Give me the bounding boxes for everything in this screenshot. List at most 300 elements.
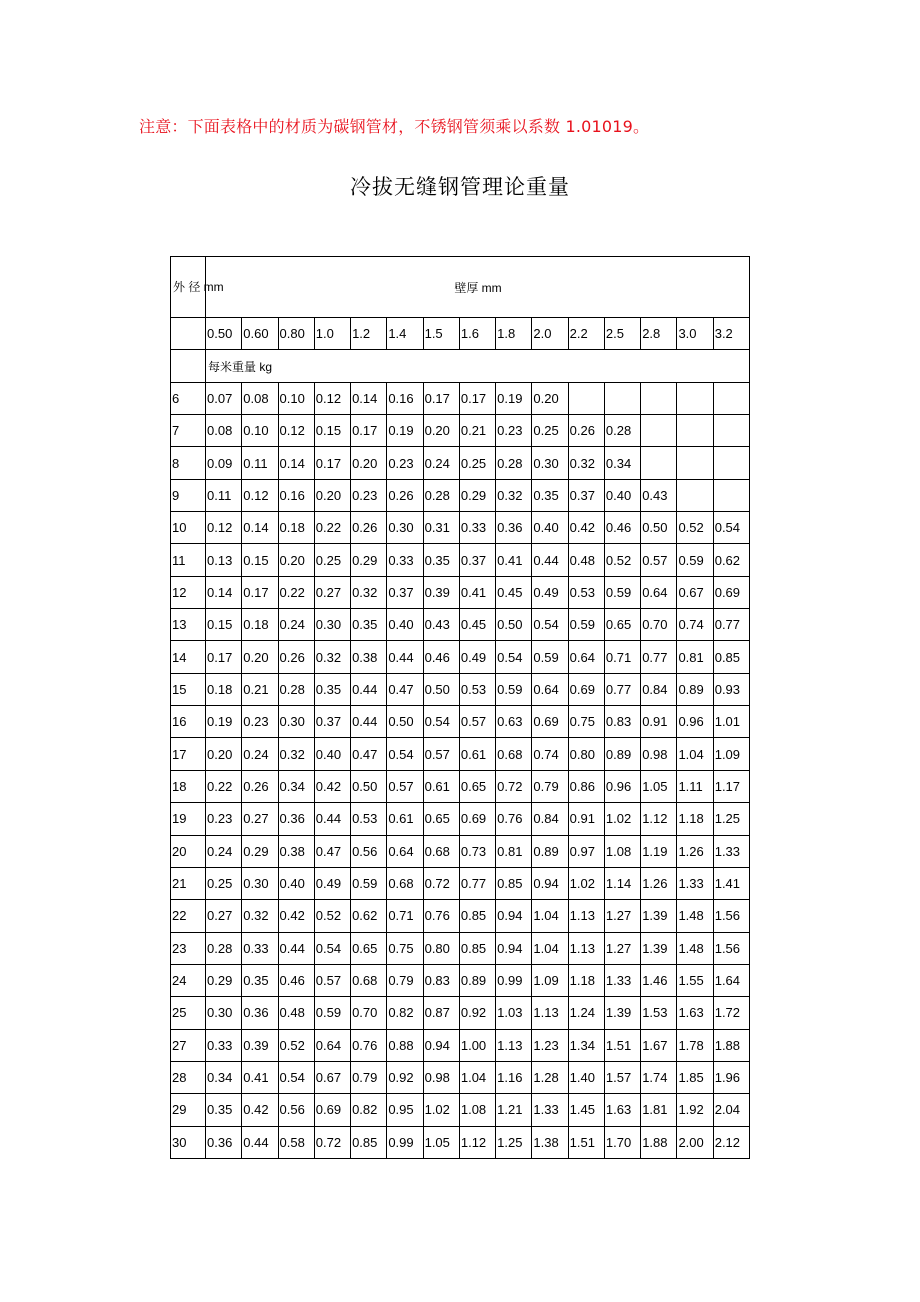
weight-cell: 0.35: [242, 964, 278, 996]
weight-cell: 1.56: [713, 900, 749, 932]
weight-cell: 1.81: [641, 1094, 677, 1126]
weight-cell: 1.39: [604, 997, 640, 1029]
weight-cell: 0.93: [713, 673, 749, 705]
weight-cell: 0.29: [242, 835, 278, 867]
weight-cell: 0.64: [532, 673, 568, 705]
table-row: [171, 479, 750, 511]
weight-cell: 0.16: [387, 382, 423, 414]
outer-diameter-cell: 11: [171, 544, 206, 576]
weight-cell: 0.72: [496, 770, 532, 802]
weight-cell: 0.58: [278, 1126, 314, 1158]
weight-cell: 0.52: [604, 544, 640, 576]
weight-cell: 0.09: [206, 447, 242, 479]
weight-cell: 1.23: [532, 1029, 568, 1061]
weight-cell: 0.59: [351, 867, 387, 899]
weight-cell: 0.48: [278, 997, 314, 1029]
weight-cell: 1.13: [568, 932, 604, 964]
weight-cell: 0.17: [459, 382, 495, 414]
outer-diameter-cell: 29: [171, 1094, 206, 1126]
weight-cell: 0.96: [677, 706, 713, 738]
weight-cell: 0.47: [314, 835, 350, 867]
weight-cell: 0.36: [242, 997, 278, 1029]
weight-cell: 1.13: [496, 1029, 532, 1061]
outer-diameter-cell: 6: [171, 382, 206, 414]
weight-cell: 0.41: [496, 544, 532, 576]
weight-cell: 0.17: [242, 576, 278, 608]
weight-cell: 0.14: [206, 576, 242, 608]
weight-cell: 1.88: [641, 1126, 677, 1158]
weight-cell: 1.48: [677, 900, 713, 932]
weight-cell: 1.51: [604, 1029, 640, 1061]
weight-cell: 1.39: [641, 932, 677, 964]
weight-cell: 0.68: [423, 835, 459, 867]
weight-cell: 0.25: [206, 867, 242, 899]
weight-cell: 0.15: [314, 415, 350, 447]
weight-cell: 0.36: [278, 803, 314, 835]
thickness-header-cell: 0.80: [278, 318, 314, 350]
weight-cell: 0.23: [206, 803, 242, 835]
weight-cell: 1.41: [713, 867, 749, 899]
weight-cell: 0.98: [641, 738, 677, 770]
weight-cell: 0.81: [496, 835, 532, 867]
weight-cell: 1.34: [568, 1029, 604, 1061]
weight-cell: 0.43: [641, 479, 677, 511]
table-row: [171, 964, 750, 996]
weight-cell: 1.70: [604, 1126, 640, 1158]
weight-cell: 1.26: [641, 867, 677, 899]
weight-cell: 0.34: [206, 1061, 242, 1093]
weight-cell: 0.70: [351, 997, 387, 1029]
weight-cell: 1.01: [713, 706, 749, 738]
weight-cell: 0.10: [278, 382, 314, 414]
weight-cell: 0.80: [423, 932, 459, 964]
weight-cell: 1.13: [568, 900, 604, 932]
weight-cell: [713, 447, 749, 479]
weight-cell: 0.32: [314, 641, 350, 673]
weight-cell: 0.19: [206, 706, 242, 738]
weight-cell: 0.44: [387, 641, 423, 673]
weight-cell: 0.48: [568, 544, 604, 576]
weight-cell: 1.04: [532, 900, 568, 932]
outer-diameter-cell: 7: [171, 415, 206, 447]
weight-cell: 1.05: [423, 1126, 459, 1158]
outer-diameter-cell: 9: [171, 479, 206, 511]
weight-cell: 0.61: [387, 803, 423, 835]
weight-cell: 0.44: [532, 544, 568, 576]
weight-cell: 0.24: [242, 738, 278, 770]
weight-cell: 0.50: [387, 706, 423, 738]
weight-cell: [568, 382, 604, 414]
thickness-header-cell: 2.2: [568, 318, 604, 350]
table-row: [171, 706, 750, 738]
weight-cell: 0.99: [387, 1126, 423, 1158]
table-row: [171, 835, 750, 867]
thickness-row: [171, 318, 750, 350]
weight-cell: 0.19: [387, 415, 423, 447]
weight-cell: 1.72: [713, 997, 749, 1029]
weight-cell: 0.83: [604, 706, 640, 738]
outer-diameter-cell: 21: [171, 867, 206, 899]
weight-cell: 0.52: [278, 1029, 314, 1061]
weight-cell: 1.12: [459, 1126, 495, 1158]
weight-cell: 1.92: [677, 1094, 713, 1126]
table-row: [171, 382, 750, 414]
weight-cell: 1.51: [568, 1126, 604, 1158]
weight-cell: 0.21: [242, 673, 278, 705]
table-row: [171, 900, 750, 932]
weight-cell: 1.04: [459, 1061, 495, 1093]
weight-cell: 0.80: [568, 738, 604, 770]
weight-cell: 0.42: [278, 900, 314, 932]
weight-cell: 0.69: [713, 576, 749, 608]
weight-cell: 0.65: [423, 803, 459, 835]
weight-cell: 0.32: [351, 576, 387, 608]
weight-cell: 0.86: [568, 770, 604, 802]
weight-cell: 0.45: [496, 576, 532, 608]
weight-cell: 0.40: [278, 867, 314, 899]
weight-cell: 0.53: [459, 673, 495, 705]
weight-cell: 1.27: [604, 900, 640, 932]
weight-cell: 0.52: [314, 900, 350, 932]
weight-cell: 1.08: [459, 1094, 495, 1126]
weight-cell: 1.45: [568, 1094, 604, 1126]
weight-cell: 0.54: [532, 609, 568, 641]
thickness-header-cell: 2.8: [641, 318, 677, 350]
weight-cell: 0.12: [242, 479, 278, 511]
weight-cell: 0.35: [351, 609, 387, 641]
weight-cell: 0.50: [641, 512, 677, 544]
weight-cell: 0.81: [677, 641, 713, 673]
weight-cell: 0.82: [387, 997, 423, 1029]
weight-cell: 0.98: [423, 1061, 459, 1093]
weight-cell: 0.69: [459, 803, 495, 835]
outer-diameter-cell: 23: [171, 932, 206, 964]
thickness-header-cell: 2.5: [604, 318, 640, 350]
weight-cell: 1.33: [532, 1094, 568, 1126]
weight-cell: 0.43: [423, 609, 459, 641]
weight-cell: 0.41: [459, 576, 495, 608]
weight-cell: 0.22: [278, 576, 314, 608]
table-row: [171, 609, 750, 641]
thickness-header-cell: 1.8: [496, 318, 532, 350]
weight-cell: 1.33: [713, 835, 749, 867]
weight-cell: 1.53: [641, 997, 677, 1029]
weight-cell: [713, 415, 749, 447]
weight-cell: 0.44: [278, 932, 314, 964]
weight-cell: 0.34: [278, 770, 314, 802]
weight-cell: 0.24: [206, 835, 242, 867]
weight-cell: 0.52: [677, 512, 713, 544]
weight-cell: 0.59: [532, 641, 568, 673]
outer-diameter-cell: 30: [171, 1126, 206, 1158]
weight-cell: 0.20: [532, 382, 568, 414]
weight-cell: 1.25: [713, 803, 749, 835]
weight-cell: 2.04: [713, 1094, 749, 1126]
thickness-header-cell: 3.2: [713, 318, 749, 350]
weight-cell: 0.69: [568, 673, 604, 705]
weight-cell: 0.84: [532, 803, 568, 835]
weight-cell: 0.17: [423, 382, 459, 414]
weight-cell: 1.12: [641, 803, 677, 835]
thickness-header-cell: 3.0: [677, 318, 713, 350]
weight-cell: 0.38: [351, 641, 387, 673]
weight-cell: 1.38: [532, 1126, 568, 1158]
outer-diameter-cell: 12: [171, 576, 206, 608]
weight-cell: 0.97: [568, 835, 604, 867]
weight-cell: 0.15: [206, 609, 242, 641]
outer-diameter-cell: 13: [171, 609, 206, 641]
weight-cell: 0.26: [568, 415, 604, 447]
table-row: [171, 997, 750, 1029]
page-title: 冷拔无缝钢管理论重量: [350, 175, 570, 199]
table-row: [171, 932, 750, 964]
weight-cell: 0.59: [314, 997, 350, 1029]
weight-cell: 0.10: [242, 415, 278, 447]
weight-cell: 1.25: [496, 1126, 532, 1158]
outer-diameter-header: 外 径 mm: [171, 257, 206, 318]
table-row: [171, 738, 750, 770]
table-row: [171, 544, 750, 576]
weight-cell: 1.04: [532, 932, 568, 964]
weight-cell: 1.63: [604, 1094, 640, 1126]
weight-cell: 0.54: [278, 1061, 314, 1093]
weight-cell: 0.32: [496, 479, 532, 511]
weight-cell: 0.84: [641, 673, 677, 705]
weight-cell: 0.25: [459, 447, 495, 479]
outer-diameter-cell: 17: [171, 738, 206, 770]
table-row: [171, 641, 750, 673]
weight-cell: 1.05: [641, 770, 677, 802]
thickness-header-cell: 1.5: [423, 318, 459, 350]
weight-cell: 0.68: [387, 867, 423, 899]
weight-cell: 1.33: [604, 964, 640, 996]
weight-cell: 0.33: [459, 512, 495, 544]
weight-cell: 0.73: [459, 835, 495, 867]
material-notice: 注意：下面表格中的材质为碳钢管材，不锈钢管须乘以系数 1.01019。: [139, 117, 650, 136]
weight-cell: 0.72: [423, 867, 459, 899]
weight-cell: 1.74: [641, 1061, 677, 1093]
weight-cell: 0.94: [496, 900, 532, 932]
weight-cell: 0.35: [206, 1094, 242, 1126]
weight-cell: 0.71: [604, 641, 640, 673]
weight-cell: 0.30: [242, 867, 278, 899]
weight-cell: 0.36: [206, 1126, 242, 1158]
weight-cell: 0.11: [242, 447, 278, 479]
weight-cell: 1.88: [713, 1029, 749, 1061]
weight-cell: 0.96: [604, 770, 640, 802]
weight-cell: 0.92: [459, 997, 495, 1029]
weight-cell: 0.89: [459, 964, 495, 996]
weight-cell: 0.62: [713, 544, 749, 576]
weight-cell: 0.30: [278, 706, 314, 738]
weight-cell: 0.36: [496, 512, 532, 544]
weight-cell: 0.85: [459, 932, 495, 964]
unit-label: 每米重量 kg: [206, 350, 750, 382]
table-row: [171, 867, 750, 899]
weight-cell: 0.77: [713, 609, 749, 641]
weight-cell: 1.56: [713, 932, 749, 964]
weight-cell: 0.19: [496, 382, 532, 414]
weight-cell: 0.79: [532, 770, 568, 802]
weight-cell: 0.17: [351, 415, 387, 447]
weight-cell: 0.50: [351, 770, 387, 802]
table-row: [171, 1029, 750, 1061]
outer-diameter-cell: 8: [171, 447, 206, 479]
weight-cell: 1.57: [604, 1061, 640, 1093]
weight-cell: 0.69: [532, 706, 568, 738]
weight-cell: [641, 415, 677, 447]
weight-cell: 0.20: [278, 544, 314, 576]
weight-cell: 0.20: [423, 415, 459, 447]
weight-cell: 1.17: [713, 770, 749, 802]
weight-cell: 0.50: [423, 673, 459, 705]
table-row: [171, 803, 750, 835]
weight-cell: 0.94: [496, 932, 532, 964]
outer-diameter-cell: 15: [171, 673, 206, 705]
weight-cell: 0.28: [278, 673, 314, 705]
thickness-header-cell: 1.6: [459, 318, 495, 350]
weight-cell: [677, 447, 713, 479]
weight-cell: 1.33: [677, 867, 713, 899]
weight-cell: 0.50: [496, 609, 532, 641]
weight-cell: 0.44: [314, 803, 350, 835]
weight-cell: 0.20: [242, 641, 278, 673]
weight-cell: 0.74: [677, 609, 713, 641]
weight-cell: 1.09: [713, 738, 749, 770]
weight-cell: 0.91: [641, 706, 677, 738]
thickness-header-cell: 0.60: [242, 318, 278, 350]
weight-cell: 0.42: [314, 770, 350, 802]
weight-cell: 0.94: [532, 867, 568, 899]
steel-pipe-weight-table: [170, 256, 750, 1159]
weight-cell: 0.67: [314, 1061, 350, 1093]
outer-diameter-cell: 27: [171, 1029, 206, 1061]
weight-cell: 0.65: [604, 609, 640, 641]
weight-cell: 0.72: [314, 1126, 350, 1158]
weight-cell: 0.89: [532, 835, 568, 867]
weight-cell: 0.49: [314, 867, 350, 899]
weight-cell: 0.92: [387, 1061, 423, 1093]
weight-cell: 0.85: [459, 900, 495, 932]
weight-cell: 1.63: [677, 997, 713, 1029]
weight-cell: 0.57: [459, 706, 495, 738]
weight-cell: 0.18: [278, 512, 314, 544]
weight-cell: 0.45: [459, 609, 495, 641]
weight-cell: 0.39: [242, 1029, 278, 1061]
weight-cell: 0.89: [604, 738, 640, 770]
weight-cell: 0.33: [206, 1029, 242, 1061]
weight-cell: 1.00: [459, 1029, 495, 1061]
weight-cell: 0.28: [604, 415, 640, 447]
weight-cell: 0.20: [206, 738, 242, 770]
weight-cell: 1.21: [496, 1094, 532, 1126]
weight-cell: 0.26: [242, 770, 278, 802]
weight-cell: 1.02: [568, 867, 604, 899]
weight-cell: 0.57: [387, 770, 423, 802]
weight-cell: 0.27: [314, 576, 350, 608]
weight-cell: 0.23: [496, 415, 532, 447]
weight-cell: 0.95: [387, 1094, 423, 1126]
weight-cell: 0.11: [206, 479, 242, 511]
weight-cell: 0.70: [641, 609, 677, 641]
weight-cell: 0.85: [351, 1126, 387, 1158]
weight-cell: 0.25: [314, 544, 350, 576]
weight-cell: 0.20: [314, 479, 350, 511]
weight-cell: 1.40: [568, 1061, 604, 1093]
table-header-row: [171, 257, 750, 318]
weight-cell: 0.29: [206, 964, 242, 996]
weight-cell: 0.34: [604, 447, 640, 479]
weight-cell: 0.23: [242, 706, 278, 738]
thickness-header-cell: 1.2: [351, 318, 387, 350]
weight-cell: 1.09: [532, 964, 568, 996]
outer-diameter-cell: 19: [171, 803, 206, 835]
table-row: [171, 1126, 750, 1158]
outer-diameter-cell: 28: [171, 1061, 206, 1093]
weight-cell: 0.30: [314, 609, 350, 641]
weight-cell: [641, 447, 677, 479]
weight-cell: 0.76: [351, 1029, 387, 1061]
weight-cell: 0.33: [242, 932, 278, 964]
weight-cell: 0.62: [351, 900, 387, 932]
weight-cell: [713, 382, 749, 414]
weight-cell: 0.30: [206, 997, 242, 1029]
weight-cell: 0.61: [459, 738, 495, 770]
weight-cell: 0.49: [459, 641, 495, 673]
weight-cell: 0.44: [351, 673, 387, 705]
weight-cell: 0.41: [242, 1061, 278, 1093]
table-row: [171, 576, 750, 608]
weight-cell: 0.37: [387, 576, 423, 608]
weight-cell: 0.53: [568, 576, 604, 608]
weight-cell: 0.59: [568, 609, 604, 641]
weight-cell: 0.57: [641, 544, 677, 576]
weight-cell: 0.26: [351, 512, 387, 544]
weight-cell: 0.30: [387, 512, 423, 544]
weight-cell: 0.29: [459, 479, 495, 511]
weight-cell: 0.17: [314, 447, 350, 479]
weight-cell: 0.65: [459, 770, 495, 802]
weight-cell: 0.82: [351, 1094, 387, 1126]
weight-cell: 0.79: [387, 964, 423, 996]
weight-cell: 0.94: [423, 1029, 459, 1061]
weight-cell: 1.24: [568, 997, 604, 1029]
weight-cell: 0.65: [351, 932, 387, 964]
weight-cell: 1.26: [677, 835, 713, 867]
weight-cell: 0.75: [387, 932, 423, 964]
weight-cell: [713, 479, 749, 511]
weight-cell: 0.14: [278, 447, 314, 479]
table-row: [171, 1094, 750, 1126]
weight-cell: 0.33: [387, 544, 423, 576]
weight-cell: 0.32: [242, 900, 278, 932]
weight-cell: 0.61: [423, 770, 459, 802]
weight-cell: 0.37: [314, 706, 350, 738]
weight-cell: [677, 382, 713, 414]
weight-cell: 0.77: [459, 867, 495, 899]
weight-cell: 0.46: [278, 964, 314, 996]
weight-cell: 0.40: [532, 512, 568, 544]
table-row: [171, 770, 750, 802]
weight-cell: 0.31: [423, 512, 459, 544]
weight-cell: 0.35: [532, 479, 568, 511]
weight-cell: 0.89: [677, 673, 713, 705]
weight-cell: 0.35: [423, 544, 459, 576]
weight-cell: 0.30: [532, 447, 568, 479]
table-row: [171, 673, 750, 705]
weight-cell: 1.03: [496, 997, 532, 1029]
outer-diameter-cell: 18: [171, 770, 206, 802]
